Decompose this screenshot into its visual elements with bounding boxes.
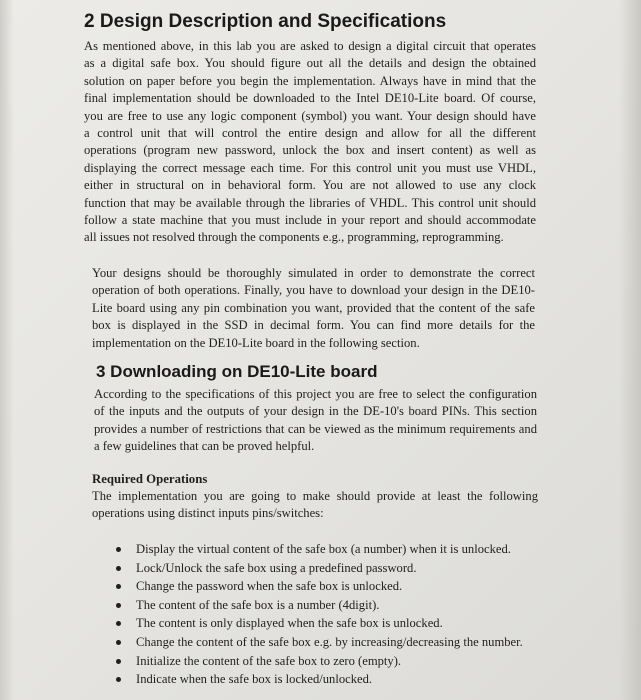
text-line: as a digital safe box. You should figure out all the details and design the obtained bbox=[84, 56, 536, 71]
list-item-text: Indicate when the safe box is locked/unlocked. bbox=[136, 672, 373, 687]
bullet-icon bbox=[116, 584, 121, 589]
list-item-text: Change the password when the safe box is unlocked. bbox=[136, 579, 403, 594]
list-item bbox=[116, 614, 523, 633]
text-line: of the inputs and the outputs of your design in the DE-10's board PINs. This section bbox=[94, 404, 537, 419]
text-line: final implementation should be downloaded to the Intel DE10-Lite board. Of course, bbox=[84, 91, 536, 106]
text-line: solution on paper before you begin the implementation. Always have in mind that the bbox=[84, 73, 536, 88]
bullet-icon bbox=[116, 677, 121, 682]
required-operations-list bbox=[116, 540, 523, 689]
text-line: all issues not resolved through the components e.g., programming, reprogramming. bbox=[84, 230, 504, 245]
text-line: provides a number of restrictions that can be viewed as the minimum requirements and bbox=[94, 421, 537, 436]
text-line: box is displayed in the SSD in decimal form. You can find more details for the bbox=[92, 318, 535, 333]
bullet-icon bbox=[116, 659, 121, 664]
bullet-icon bbox=[116, 640, 121, 645]
text-line: function that may be available through the libraries of VHDL. This control unit should bbox=[84, 195, 536, 210]
text-line: Your designs should be thoroughly simulated in order to demonstrate the correct bbox=[92, 266, 535, 280]
text-line: a few guidelines that can be proved helpful. bbox=[94, 439, 315, 454]
list-item-text: Lock/Unlock the safe box using a predefined password. bbox=[136, 560, 417, 575]
bullet-icon bbox=[116, 547, 121, 552]
text-line: a control unit that will control the entire design and allow for all the different bbox=[84, 126, 536, 141]
section-2-paragraph-1 bbox=[84, 38, 536, 247]
section-3-heading: 3 Downloading on DE10-Lite board bbox=[96, 362, 378, 381]
list-item-text: The content of the safe box is a number (4digit). bbox=[136, 597, 380, 612]
list-item bbox=[116, 652, 523, 671]
text-line: you are free to use any logic component (symbol) you want. Your design should have bbox=[84, 108, 536, 123]
list-item-text: Initialize the content of the safe box to zero (empty). bbox=[136, 653, 402, 668]
list-item-text: The content is only displayed when the safe box is unlocked. bbox=[136, 616, 443, 631]
list-item bbox=[116, 559, 523, 578]
text-line: either in structural on in behavioral form. You are not allowed to use any clock bbox=[84, 178, 536, 193]
text-line: follow a state machine that you must include in your report and should accommodate bbox=[84, 213, 536, 228]
text-line: operations using distinct inputs pins/switches: bbox=[92, 506, 324, 521]
bullet-icon bbox=[116, 603, 121, 608]
section-2-paragraph-2 bbox=[92, 265, 535, 352]
text-line: operations (program new password, unlock the box and insert content) as well as bbox=[84, 143, 536, 158]
text-line: Lite board using any pin combination you want, provided that the content of the safe bbox=[92, 300, 535, 315]
section-2-heading: 2 Design Description and Specifications bbox=[84, 11, 447, 32]
bullet-icon bbox=[116, 566, 121, 571]
page-shadow-right bbox=[619, 0, 641, 700]
section-3-paragraph-1 bbox=[94, 386, 537, 456]
list-item bbox=[116, 596, 523, 615]
text-line: As mentioned above, in this lab you are asked to design a digital circuit that operates bbox=[84, 39, 536, 53]
list-item bbox=[116, 633, 523, 652]
text-line: operation of both operations. Finally, you have to download your design in the DE10- bbox=[92, 283, 535, 298]
text-line: According to the specifications of this project you are free to select the configuration bbox=[94, 387, 537, 401]
list-item-text: Change the content of the safe box e.g. by increasing/decreasing the number. bbox=[136, 634, 523, 649]
text-line: The implementation you are going to make should provide at least the following bbox=[92, 489, 538, 503]
list-item bbox=[116, 540, 523, 559]
bullet-icon bbox=[116, 621, 121, 626]
page-shadow-left bbox=[0, 0, 14, 700]
text-line: displaying the correct message each time. For this control unit you must use VHDL, bbox=[84, 160, 536, 175]
list-item bbox=[116, 670, 523, 689]
text-line: implementation on the DE10-Lite board in the following section. bbox=[92, 335, 420, 350]
list-item-text: Display the virtual content of the safe box (a number) when it is unlocked. bbox=[136, 542, 511, 556]
required-operations-intro bbox=[92, 488, 538, 523]
list-item bbox=[116, 577, 523, 596]
required-operations-title: Required Operations bbox=[92, 472, 208, 486]
